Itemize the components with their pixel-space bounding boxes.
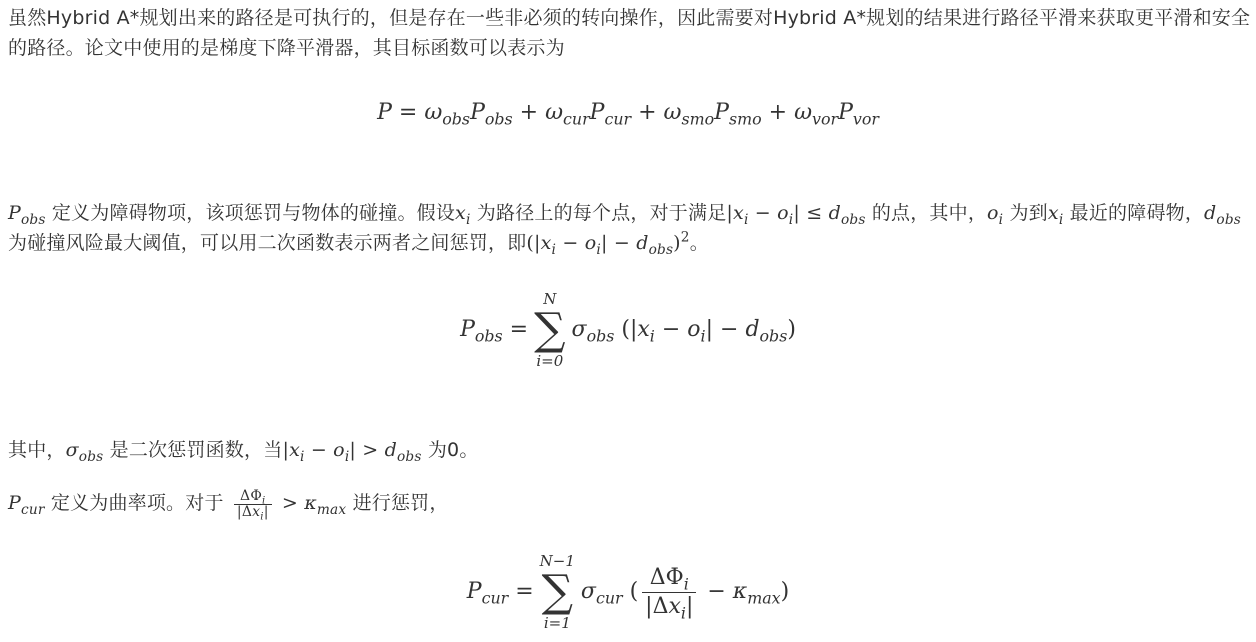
math-curvature-fraction: $\frac{\Delta\Phi_i}{|\Delta x_i|}$ > $\kappa_{max}$ (230, 492, 346, 514)
math-sigma-obs: $\sigma_{obs}$ (65, 439, 104, 465)
obstacle-term-paragraph (8, 198, 1252, 258)
text-segment: 最近的障碍物， (1069, 202, 1205, 224)
curvature-fraction: $\frac{\Delta\Phi_i}{|\Delta x_i|}$ (642, 564, 696, 621)
math-quadratic: $(|x_i - o_i| - d_{obs})^2$ (526, 229, 690, 258)
summation-symbol: N ∑ i=0 (534, 290, 566, 370)
intro-paragraph (8, 3, 1252, 63)
text-segment: 为路径上的每个点，对于满足 (476, 202, 727, 224)
math-d-obs: $d_{obs}$ (1204, 202, 1242, 228)
obstacle-sum-equation: $P_{obs}$ = N ∑ i=0 $\sigma_{obs}$ $(|x_i - o_i| - d_{obs})$ (460, 290, 796, 370)
summation-symbol: N−1 ∑ i=1 (539, 552, 575, 632)
math-condition-gt: $|x_i - o_i| > d_{obs}$ (282, 439, 422, 465)
text-segment: 是二次惩罚函数，当 (109, 439, 283, 461)
math-condition: $|x_i - o_i| \le d_{obs}$ (726, 202, 866, 228)
math-P-obs: $P_{obs}$ (8, 202, 46, 228)
math-o-i: $o_i$ (987, 202, 1004, 228)
text-segment: 为碰撞风险最大阈值，可以用二次函数表示两者之间惩罚，即 (8, 232, 527, 254)
text-segment: 定义为障碍物项，该项惩罚与物体的碰撞。假设 (51, 202, 456, 224)
curvature-sum-equation: $P_{cur}$ = N−1 ∑ i=1 $\sigma_{cur}$ ( $\frac{\Delta\Phi_i}{|\Delta x_i|}$ − $\kappa_{max}$) (466, 552, 790, 632)
text-segment: 定义为曲率项。对于 (50, 492, 224, 514)
objective-equation: $P = \omega_{obs}P_{obs} + \omega_{cur}P_{cur} + \omega_{smo}P_{smo} + \omega_{vor}P_{vor}$ (377, 100, 879, 129)
math-x-i: $x_i$ (455, 202, 471, 228)
text-segment: 的点，其中， (871, 202, 988, 224)
text-segment: 其中， (8, 439, 66, 461)
math-P-cur: $P_{cur}$ (8, 492, 45, 518)
sigma-obs-paragraph (8, 435, 1252, 465)
math-x-i: $x_i$ (1047, 202, 1064, 228)
text-segment: 进行惩罚， (352, 492, 449, 514)
text-segment: 为0。 (427, 439, 479, 461)
text-segment: 为到 (1009, 202, 1048, 224)
text-segment: 。 (689, 232, 709, 254)
intro-text: 虽然Hybrid A*规划出来的路径是可执行的，但是存在一些非必须的转向操作，因此需要对Hybrid A*规划的结果进行路径平滑来获取更平滑和安全的路径。论文中使用的是梯度下降平滑器，其目标函数可以表示为 (8, 7, 1251, 59)
curvature-term-paragraph (8, 487, 1252, 523)
